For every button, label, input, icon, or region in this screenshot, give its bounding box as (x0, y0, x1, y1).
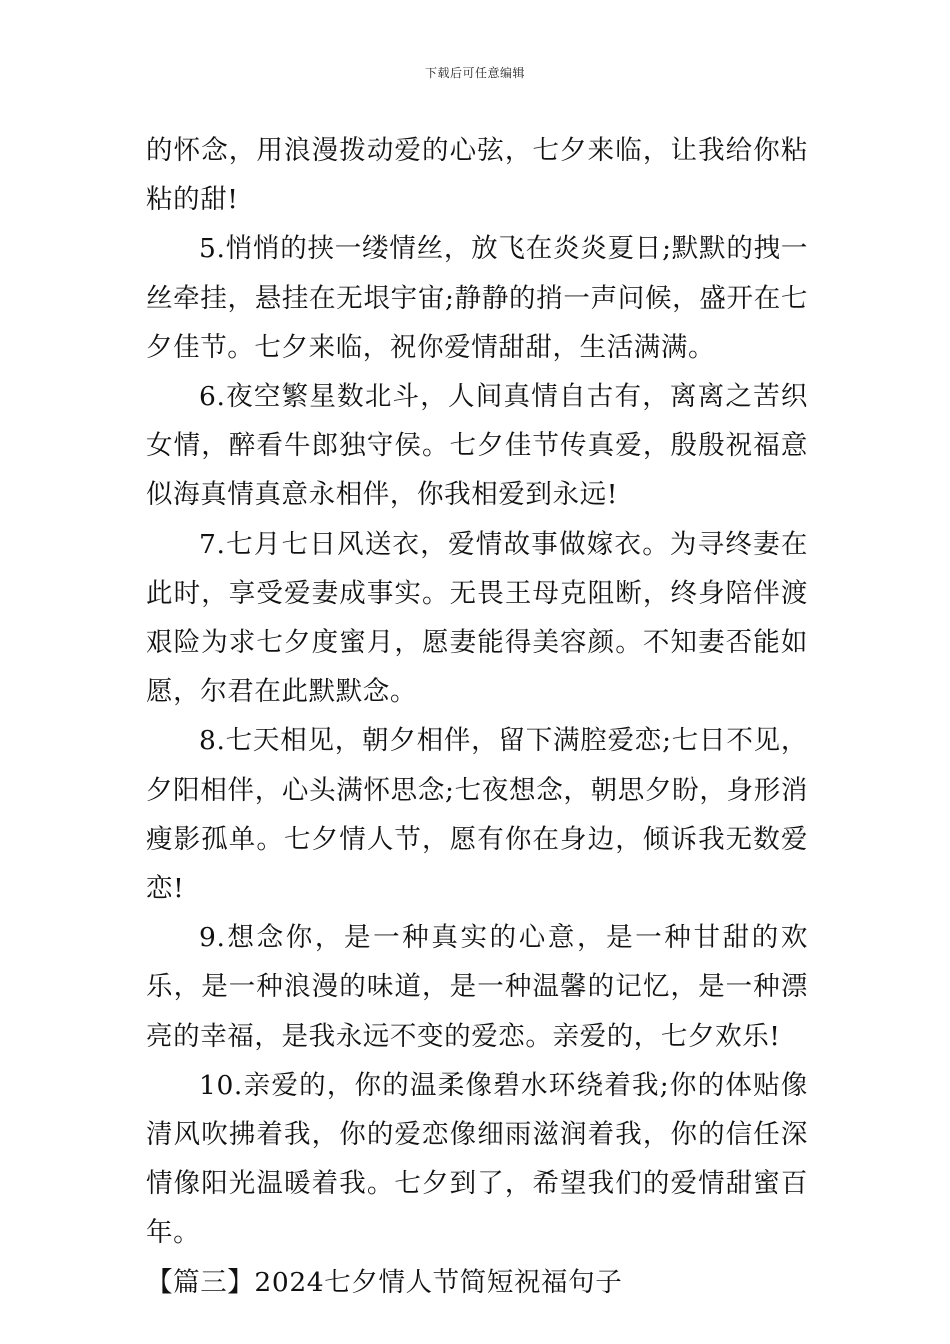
paragraph-continuation: 的怀念，用浪漫拨动爱的心弦，七夕来临，让我给你粘粘的甜! (146, 135, 808, 216)
section-heading: 【篇三】2024七夕情人节简短祝福句子 (146, 1266, 623, 1298)
paragraph-item-8: 8.七天相见，朝夕相伴，留下满腔爱恋;七日不见，夕阳相伴，心头满怀思念;七夜想念，朝思夕盼，身形消瘦影孤单。七夕情人节，愿有你在身边，倾诉我无数爱恋! (146, 725, 808, 905)
page-header-note: 下载后可任意编辑 (424, 66, 525, 80)
paragraph-item-9: 9.想念你，是一种真实的心意，是一种甘甜的欢乐，是一种浪漫的味道，是一种温馨的记忆，是一种漂亮的幸福，是我永远不变的爱恋。亲爱的，七夕欢乐! (146, 922, 808, 1052)
paragraph-item-5: 5.悄悄的挟一缕情丝，放飞在炎炎夏日;默默的拽一丝牵挂，悬挂在无垠宇宙;静静的捎一声问候，盛开在七夕佳节。七夕来临，祝你爱情甜甜，生活满满。 (146, 233, 808, 363)
paragraph-item-7: 7.七月七日风送衣，爱情故事做嫁衣。为寻终妻在此时，享受爱妻成事实。无畏王母克阻断，终身陪伴渡艰险为求七夕度蜜月，愿妻能得美容颜。不知妻否能如愿，尔君在此默默念。 (146, 528, 808, 708)
document-body (146, 126, 808, 1307)
paragraph-item-6: 6.夜空繁星数北斗，人间真情自古有，离离之苦织女情，醉看牛郎独守侯。七夕佳节传真爱，殷殷祝福意似海真情真意永相伴，你我相爱到永远! (146, 381, 808, 511)
paragraph-item-10: 10.亲爱的，你的温柔像碧水环绕着我;你的体贴像清风吹拂着我，你的爱恋像细雨滋润着我，你的信任深情像阳光温暖着我。七夕到了，希望我们的爱情甜蜜百年。 (146, 1069, 808, 1249)
